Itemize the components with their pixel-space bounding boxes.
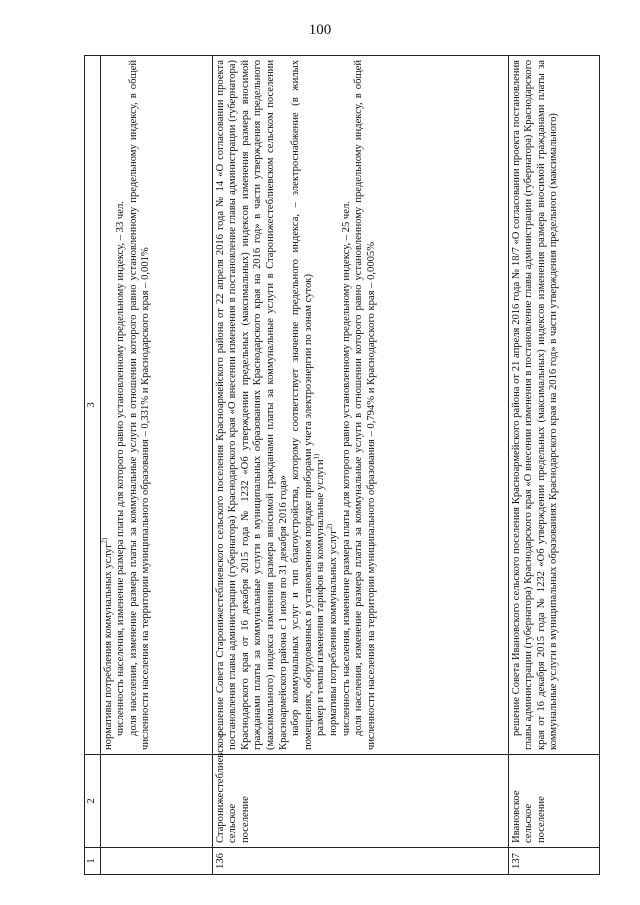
row-number: 137 [508,848,599,875]
detail-line: численность населения, изменение размера платы для которого равно установленному предельному индексу, – 25 чел. [340,201,352,736]
detail-line: размер и темпы изменения тарифов на коммунальные услуги$^{1)}$ [312,453,327,736]
header-col-1: 1 [85,848,101,875]
page-number: 100 [308,22,332,38]
detail-line: доля населения, изменение размера платы за коммунальные услуги в отношении которого равно установленному предельному индексу, в общей численности населения на территории муниципального образования – 0,794% и Краснодарского края – 0,0005% [353,60,377,750]
header-col-2: 2 [85,755,101,848]
table-row [212,56,508,875]
row-municipality: Старонижестеблиевское сельское поселение [212,755,508,848]
municipal-index-table [84,55,600,875]
row-number: 136 [212,848,508,875]
row-municipality [100,755,212,848]
rotated-table-container [84,55,600,875]
table-row [508,56,599,875]
detail-line: решение Совета Старонижестеблиевского сельского поселения Красноармейского района от 22 апреля 2016 года № 14 «О согласовании проекта постановления главы администрации (губернатора) Краснодарского края «О внесении изменения в постановление главы администрации (губернатора) Краснодарского края от 16 декабря 2015 года № 1232 «Об утверждении предельных (максимальных) индексов изменения размера вносимой гражданами платы за коммунальные услуги в муниципальных образованиях Краснодарского края на 2016 год» в части утверждения предельного (максимального) индекса изменения размера вносимой гражданами платы за коммунальные услуги в Старонижестеблиевском сельском поселении Красноармейского района с 1 июля по 31 декабря 2016 года» [214,60,289,750]
row-municipality: Ивановское сельское поселение [508,755,599,848]
detail-line: набор коммунальных услуг и тип благоустройства, которому соответствует значение предельного индекса, – электроснабжение (в жилых помещениях, оборудованных в установленном порядке приборами учета электроэнергии по зонам суток) [290,60,314,750]
detail-line: нормативы потребления коммунальных услуг$^{2)}$ [100,537,114,750]
detail-line: нормативы потребления коммунальных услуг$^{2)}$ [325,523,339,736]
table-row [100,56,212,875]
detail-line: решение Совета Ивановского сельского поселения Красноармейского района от 21 апреля 2016 года № 18/7 «О согласовании проекта постановления главы администрации (губернатора) Краснодарского края «О внесении изменения в постановление главы администрации (губернатора) Краснодарского края от 16 декабря 2015 года № 1232 «Об утверждении предельных (максимальных) индексов изменения размера вносимой гражданами платы за коммунальные услуги в муниципальных образованиях Краснодарского края на 2016 год» в части утверждения предельного (максимального) [510,60,560,750]
row-number [100,848,212,875]
header-col-3: 3 [85,56,101,755]
row-details [508,56,599,755]
detail-line: численность населения, изменение размера платы для которого равно установленному предельному индексу, – 33 чел. [115,201,127,736]
table-header-row [85,56,101,875]
row-details [100,56,212,755]
detail-line: доля населения, изменение размера платы за коммунальные услуги в отношении которого равно установленному предельному индексу, в общей численности населения на территории муниципального образования – 0,331% и Краснодарского края – 0,001% [127,60,152,750]
row-details [212,56,508,755]
